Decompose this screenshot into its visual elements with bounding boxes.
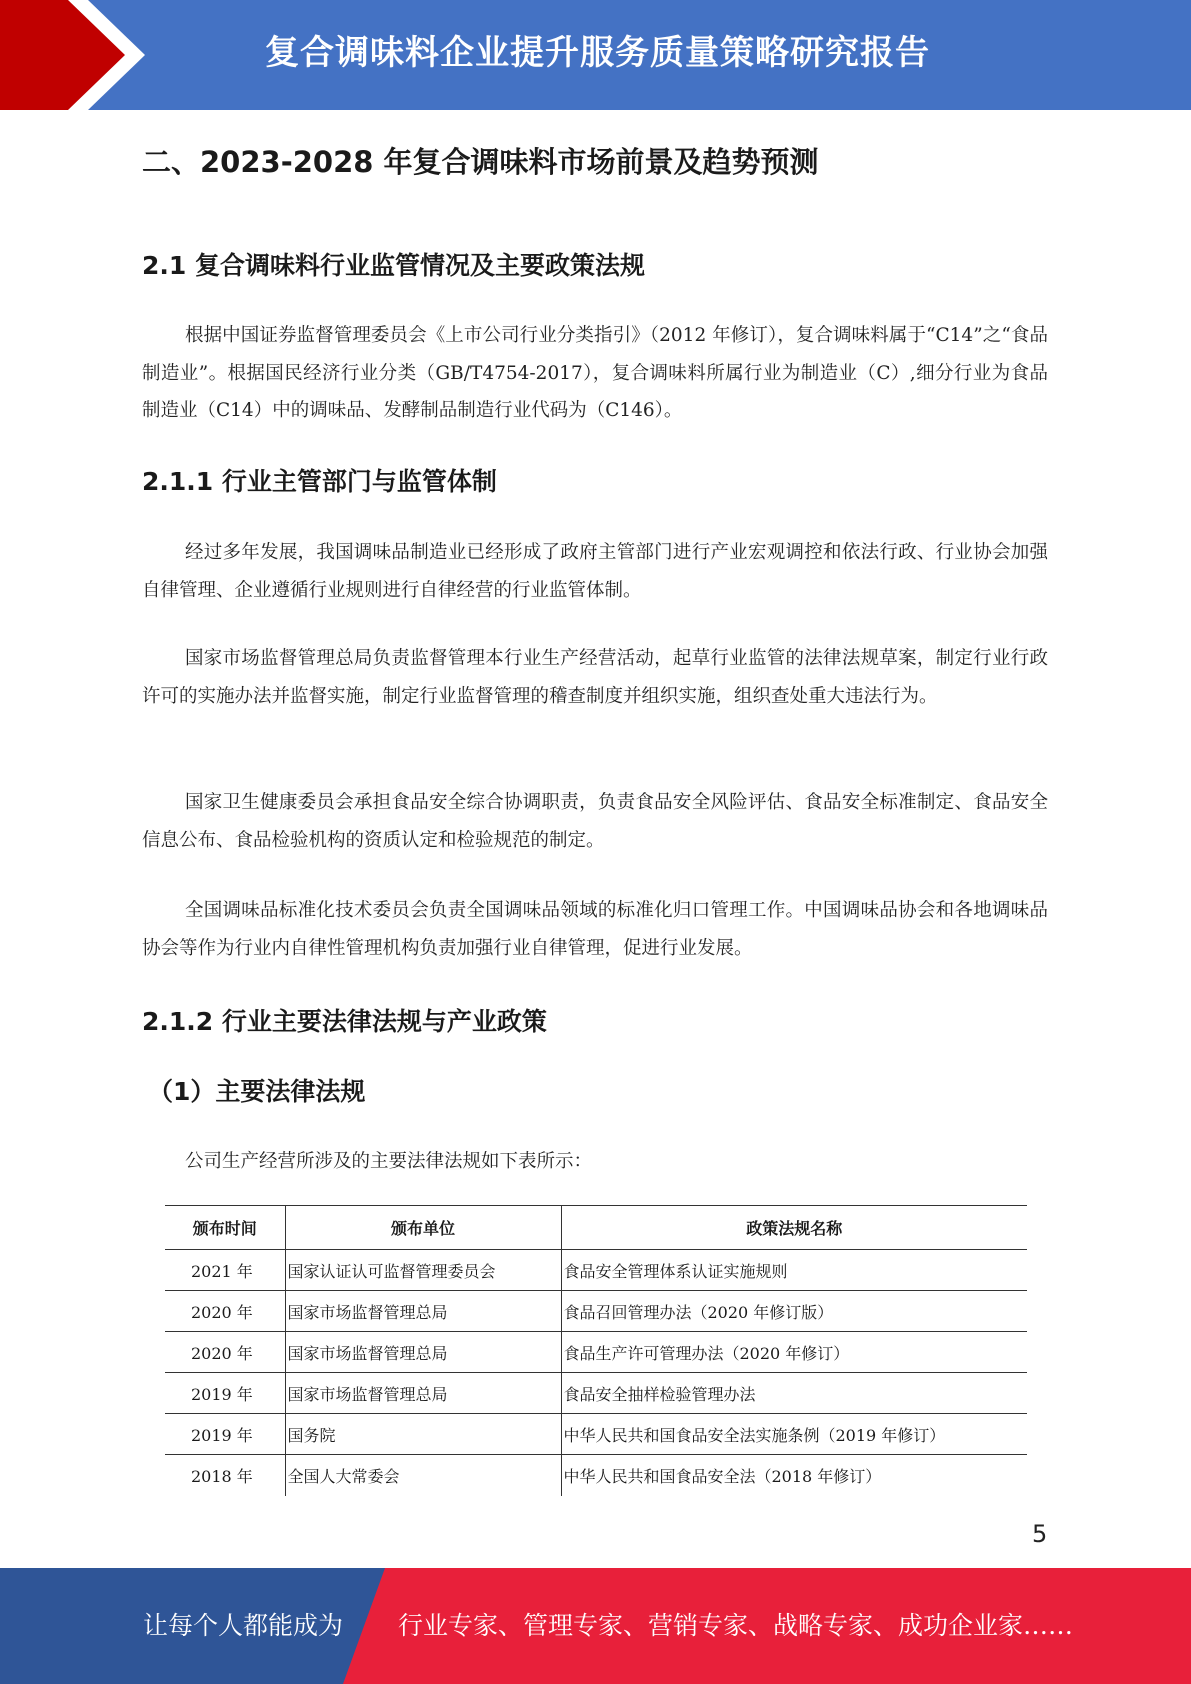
subsection-2-1-2-title: 2.1.2 行业主要法律法规与产业政策 <box>142 1007 547 1036</box>
cell-issuer: 国家认证认可监督管理委员会 <box>285 1250 561 1291</box>
table-row <box>165 1332 1027 1373</box>
paragraph-health-commission: 国家卫生健康委员会承担食品安全综合协调职责，负责食品安全风险评估、食品安全标准制定、食品安全信息公布、食品检验机构的资质认定和检验规范的制定。 <box>142 792 1048 851</box>
cell-regulation: 食品生产许可管理办法（2020 年修订） <box>561 1332 1027 1373</box>
cell-regulation: 中华人民共和国食品安全法实施条例（2019 年修订） <box>561 1414 1027 1455</box>
cell-issuer: 国家市场监督管理总局 <box>285 1291 561 1332</box>
section-title: 二、2023-2028 年复合调味料市场前景及趋势预测 <box>142 145 819 179</box>
paragraph-market-supervision: 国家市场监督管理总局负责监督管理本行业生产经营活动，起草行业监管的法律法规草案，制定行业行政许可的实施办法并监督实施，制定行业监督管理的稽查制度并组织实施，组织查处重大违法行为。 <box>142 648 1048 707</box>
report-title: 复合调味料企业提升服务质量策略研究报告 <box>265 33 930 73</box>
table-row <box>165 1291 1027 1332</box>
laws-table <box>165 1205 1027 1496</box>
cell-issuer: 国家市场监督管理总局 <box>285 1332 561 1373</box>
cell-year: 2019 年 <box>165 1414 285 1455</box>
footer-slogan-left: 让每个人都能成为 <box>143 1611 344 1640</box>
header-issue-date: 颁布时间 <box>165 1206 285 1250</box>
table-row <box>165 1250 1027 1291</box>
header-issuing-body: 颁布单位 <box>285 1206 561 1250</box>
cell-year: 2019 年 <box>165 1373 285 1414</box>
subsection-2-1-paragraph: 根据中国证券监督管理委员会《上市公司行业分类指引》（2012 年修订），复合调味料属于“C14”之“食品制造业”。根据国民经济行业分类（GB/T4754-2017），复合调味料所属行业为制造业（C）,细分行业为食品制造业（C14）中的调味品、发酵制品制造行业代码为（C146）。 <box>142 325 1048 421</box>
cell-year: 2018 年 <box>191 1466 253 1486</box>
cell-issuer: 国务院 <box>285 1414 561 1455</box>
header-arrow-decoration <box>0 0 160 110</box>
table-row <box>165 1455 1027 1496</box>
page-number: 5 <box>1032 1520 1048 1548</box>
cell-issuer: 全国人大常委会 <box>285 1455 561 1496</box>
subsection-2-1-title: 2.1 复合调味料行业监管情况及主要政策法规 <box>142 251 645 280</box>
cell-regulation: 食品安全管理体系认证实施规则 <box>561 1250 1027 1291</box>
report-header-banner <box>0 0 1191 110</box>
cell-regulation: 食品安全抽样检验管理办法 <box>561 1373 1027 1414</box>
subsection-2-1-1-title: 2.1.1 行业主管部门与监管体制 <box>142 467 497 496</box>
paragraph-standardization-committee: 全国调味品标准化技术委员会负责全国调味品领域的标准化归口管理工作。中国调味品协会和各地调味品协会等作为行业内自律性管理机构负责加强行业自律管理，促进行业发展。 <box>142 900 1048 959</box>
table-row <box>165 1373 1027 1414</box>
cell-regulation: 中华人民共和国食品安全法（2018 年修订） <box>561 1455 1027 1496</box>
cell-year: 2020 年 <box>165 1291 285 1332</box>
cell-issuer: 国家市场监督管理总局 <box>285 1373 561 1414</box>
table-intro-text: 公司生产经营所涉及的主要法律法规如下表所示： <box>185 1151 593 1172</box>
footer-slogan-right: 行业专家、管理专家、营销专家、战略专家、成功企业家…… <box>398 1611 1074 1640</box>
header-regulation-name: 政策法规名称 <box>561 1206 1027 1250</box>
cell-year: 2020 年 <box>165 1332 285 1373</box>
table-header-row <box>165 1206 1027 1250</box>
paragraph-regulatory-system: 经过多年发展，我国调味品制造业已经形成了政府主管部门进行产业宏观调控和依法行政、行业协会加强自律管理、企业遵循行业规则进行自律经营的行业监管体制。 <box>142 542 1048 601</box>
cell-regulation: 食品召回管理办法（2020 年修订版） <box>561 1291 1027 1332</box>
laws-subheading: （1）主要法律法规 <box>148 1077 366 1106</box>
table-row <box>165 1414 1027 1455</box>
footer-banner <box>0 1568 1191 1684</box>
cell-year: 2021 年 <box>165 1250 285 1291</box>
